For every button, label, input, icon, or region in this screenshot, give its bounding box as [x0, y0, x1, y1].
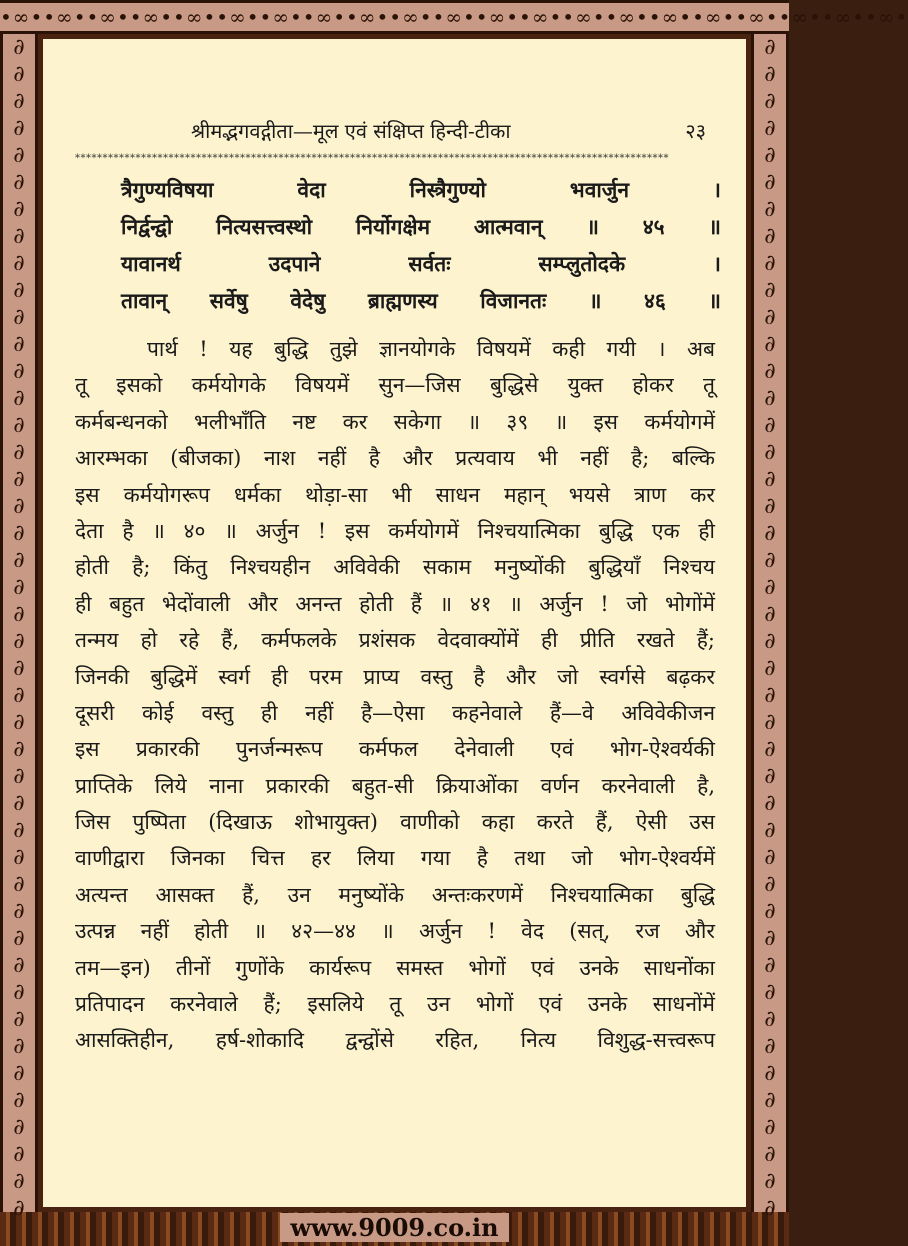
text-line: प्रतिपादन करनेवाले हैं; इसलिये तू उन भोगों एवं उनके साधनोंमें — [75, 992, 715, 1017]
shloka-line: निर्द्वन्द्वो नित्यसत्त्वस्थो निर्योगक्षेम आत्मवान् ॥ ४५ ॥ — [121, 214, 721, 239]
shloka-line: त्रैगुण्यविषया वेदा निस्त्रैगुण्यो भवार्जुन । — [121, 177, 721, 202]
text-line: जिनकी बुद्धिमें स्वर्ग ही परम प्राप्य वस्तु है और जो स्वर्गसे बढ़कर — [75, 664, 715, 689]
text-line: देता है ॥ ४० ॥ अर्जुन ! इस कर्मयोगमें निश्चयात्मिका बुद्धि एक ही — [75, 518, 715, 543]
text-line: इस कर्मयोगरूप धर्मका थोड़ा-सा भी साधन महान् भयसे त्राण कर — [75, 482, 715, 507]
text-line: इस प्रकारकी पुनर्जन्मरूप कर्मफल देनेवाली एवं भोग-ऐश्वर्यकी — [75, 737, 715, 762]
ornament-right-border: ∂ ∂ ∂ ∂ ∂ ∂ ∂ ∂ ∂ ∂ ∂ ∂ ∂ ∂ ∂ ∂ ∂ ∂ ∂ ∂ ∂ ∂ ∂ ∂ ∂ ∂ ∂ ∂ ∂ ∂ ∂ ∂ ∂ ∂ ∂ ∂ ∂ ∂ ∂ ∂ ∂ ∂ ∂ ∂ — [751, 34, 789, 1212]
shloka-line: तावान् सर्वेषु वेदेषु ब्राह्मणस्य विजानतः ॥ ४६ ॥ — [121, 288, 721, 313]
ornament-top-border: •∞••∞••∞••∞••∞••∞••∞••∞••∞••∞••∞••∞••∞••∞••∞••∞••∞••∞••∞••∞••∞• — [0, 0, 789, 34]
header-divider: ************************************************************************************************************ — [75, 153, 669, 164]
text-line: आसक्तिहीन, हर्ष-शोकादि द्वन्द्वोंसे रहित, नित्य विशुद्ध-सत्त्वरूप — [75, 1028, 715, 1053]
text-line: जिस पुष्पिता (दिखाऊ शोभायुक्त) वाणीको कहा करते हैं, ऐसी उस — [75, 810, 715, 835]
text-line: दूसरी कोई वस्तु ही नहीं है—ऐसा कहनेवाले हैं—वे अविवेकीजन — [75, 700, 715, 725]
text-line: कर्मबन्धनको भलीभाँति नष्ट कर सकेगा ॥ ३९ ॥ इस कर्मयोगमें — [75, 409, 715, 434]
text-line: तू इसको कर्मयोगके विषयमें सुन—जिस बुद्धिसे युक्त होकर तू — [75, 373, 715, 398]
page-number: २३ — [685, 119, 706, 143]
book-page — [43, 39, 746, 1207]
page-title: श्रीमद्भगवद्गीता—मूल एवं संक्षिप्त हिन्दी-टीका — [191, 119, 511, 143]
ornament-left-border: ∂ ∂ ∂ ∂ ∂ ∂ ∂ ∂ ∂ ∂ ∂ ∂ ∂ ∂ ∂ ∂ ∂ ∂ ∂ ∂ ∂ ∂ ∂ ∂ ∂ ∂ ∂ ∂ ∂ ∂ ∂ ∂ ∂ ∂ ∂ ∂ ∂ ∂ ∂ ∂ ∂ ∂ ∂ ∂ — [0, 34, 38, 1212]
page-header — [43, 117, 746, 147]
text-line: आरम्भका (बीजका) नाश नहीं है और प्रत्यवाय भी नहीं है; बल्कि — [75, 446, 715, 471]
website-url: www.9009.co.in — [280, 1213, 508, 1242]
footer-website — [0, 1212, 789, 1246]
text-line: उत्पन्न नहीं होती ॥ ४२—४४ ॥ अर्जुन ! वेद (सत्, रज और — [75, 919, 715, 944]
shloka-line: यावानर्थ उदपाने सर्वतः सम्प्लुतोदके । — [121, 251, 721, 276]
text-line: प्राप्तिके लिये नाना प्रकारकी बहुत-सी क्रियाओंका वर्णन करनेवाली है, — [75, 773, 715, 798]
shloka-block — [121, 171, 721, 319]
text-line: तन्मय हो रहे हैं, कर्मफलके प्रशंसक वेदवाक्योंमें ही प्रीति रखते हैं; — [75, 628, 715, 653]
commentary-text — [75, 331, 715, 1059]
text-line: तम—इन) तीनों गुणोंके कार्यरूप समस्त भोगों एवं उनके साधनोंका — [75, 955, 715, 980]
text-line: ही बहुत भेदोंवाली और अनन्त होती हैं ॥ ४१ ॥ अर्जुन ! जो भोगोंमें — [75, 591, 715, 616]
text-line: पार्थ ! यह बुद्धि तुझे ज्ञानयोगके विषयमें कही गयी । अब — [147, 337, 715, 361]
text-line: होती है; किंतु निश्चयहीन अविवेकी सकाम मनुष्योंकी बुद्धियाँ निश्चय — [75, 555, 715, 580]
text-line: अत्यन्त आसक्त हैं, उन मनुष्योंके अन्तःकरणमें निश्चयात्मिका बुद्धि — [75, 882, 715, 907]
text-line: वाणीद्वारा जिनका चित्त हर लिया गया है तथा जो भोग-ऐश्वर्यमें — [75, 846, 715, 871]
